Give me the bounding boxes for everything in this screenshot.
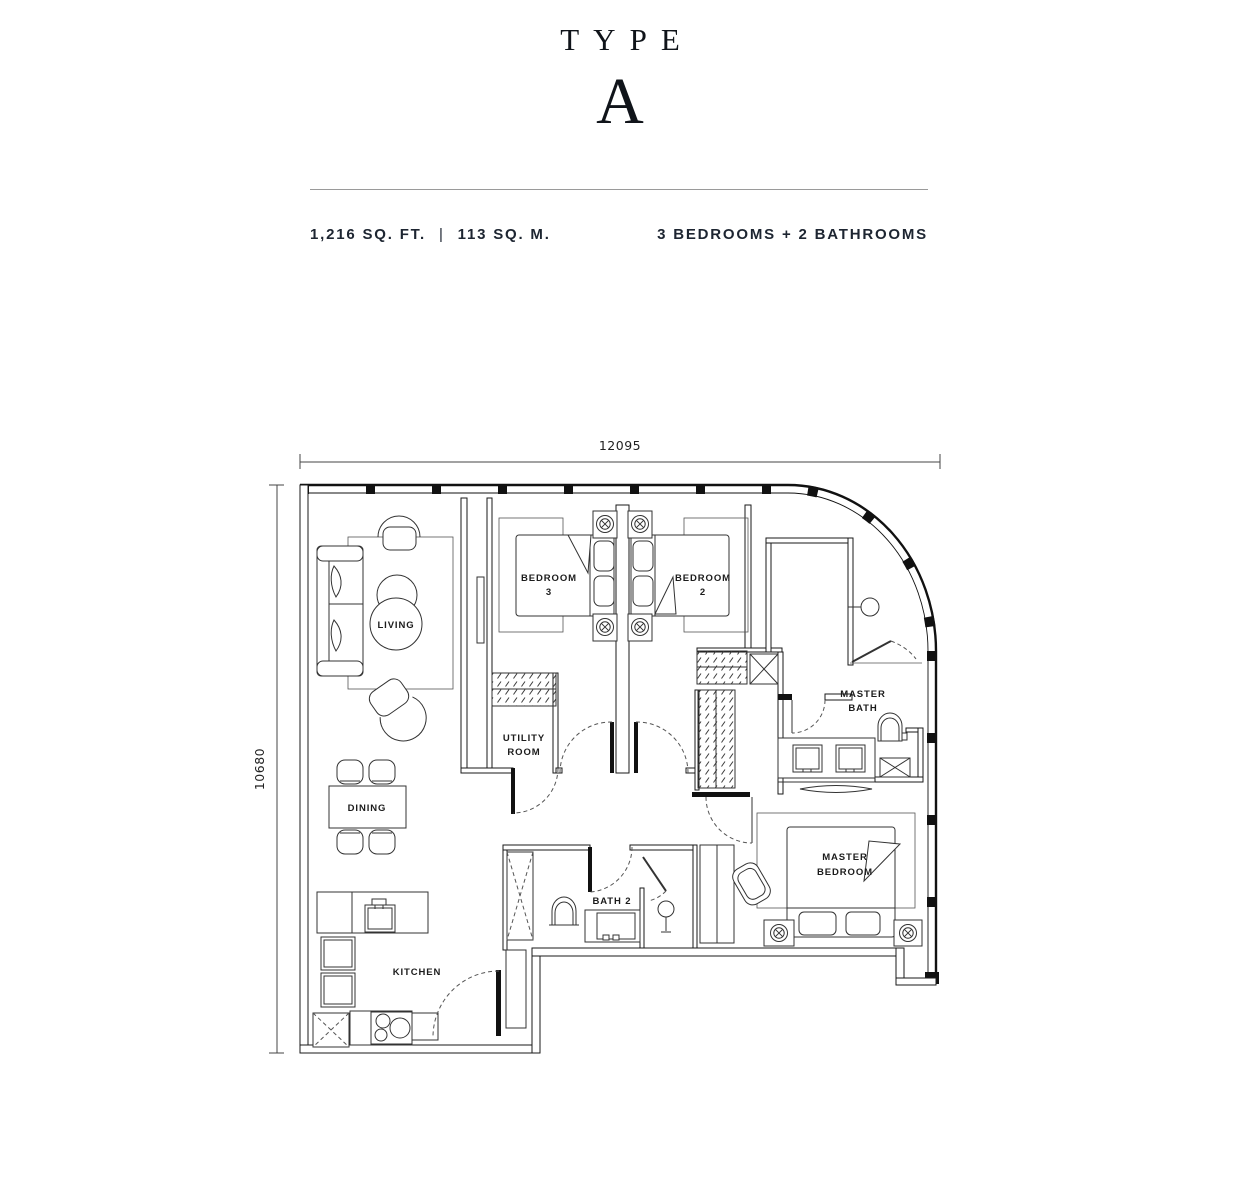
living-area [317, 516, 484, 750]
bedroom2-wardrobe [697, 651, 747, 684]
utility-door-leaf [511, 768, 515, 814]
utility-closet [492, 673, 556, 706]
unit-type-letter: A [596, 65, 644, 138]
master-bed [787, 827, 900, 937]
armchair-top [378, 516, 420, 550]
kitchen-appliance [321, 973, 355, 1007]
pantry-cabinet [506, 950, 526, 1028]
unit-configuration: 3 BEDROOMS + 2 BATHROOMS [657, 226, 928, 243]
dimension-left-value: 10680 [252, 747, 267, 791]
master-bath-label-line1: MASTER [840, 689, 886, 700]
utility-label-line2: ROOM [507, 747, 541, 758]
kitchen-appliance [321, 937, 355, 970]
bath2-door-leaf [588, 847, 592, 892]
dimension-top-value: 12095 [598, 438, 642, 453]
bedroom2-door-leaf [634, 722, 638, 773]
bath2-vanity [585, 910, 640, 942]
bedroom2-label-line1: BEDROOM [675, 573, 731, 584]
lamp-icon [771, 925, 788, 942]
master-bedroom-area [700, 813, 922, 946]
column-box [750, 654, 778, 684]
sofa [317, 546, 363, 676]
dining-chair [369, 830, 395, 854]
bath2-shower [643, 857, 674, 932]
bedroom2-label-line2: 2 [699, 587, 707, 598]
dining-chair [337, 830, 363, 854]
master-armchair [729, 860, 773, 909]
cooktop [371, 1012, 412, 1044]
service-shaft [507, 852, 533, 940]
armchair-bottom [362, 673, 435, 750]
vanity-mirror [800, 786, 872, 793]
bath2-label: BATH 2 [592, 896, 632, 907]
master-bedroom-label-line2: BEDROOM [817, 867, 873, 878]
bedroom3-label-line1: BEDROOM [521, 573, 577, 584]
dimension-left [252, 485, 284, 1053]
bedroom3-door-leaf [610, 722, 614, 773]
shower [848, 598, 916, 662]
lamp-icon [632, 516, 649, 533]
utility-area [492, 673, 556, 758]
master-bath-label-line2: BATH [848, 703, 878, 714]
utility-label-line1: UTILITY [502, 733, 546, 744]
master-bedroom-label-line1: MASTER [822, 852, 868, 863]
dining-chair [369, 760, 395, 784]
dining-label: DINING [347, 803, 387, 814]
kitchen-door-leaf [496, 970, 501, 1036]
dining-area [329, 760, 406, 854]
master-vanity [778, 738, 875, 793]
master-wardrobe [700, 845, 734, 943]
dimension-top [300, 438, 940, 469]
area-imperial: 1,216 SQ. FT. [310, 226, 426, 243]
shaft-box [313, 1013, 349, 1047]
unit-type-label: TYPE [560, 22, 694, 57]
master-bath-area [778, 598, 916, 793]
bedroom3-label-line2: 3 [545, 587, 553, 598]
lamp-icon [632, 619, 649, 636]
ledge-box [880, 758, 910, 777]
area-metric: 113 SQ. M. [457, 226, 551, 243]
kitchen-label: KITCHEN [392, 967, 442, 978]
area-separator: | [438, 226, 445, 243]
lamp-icon [900, 925, 917, 942]
bath2-toilet [549, 897, 579, 925]
tv-console [477, 577, 484, 643]
lamp-icon [597, 619, 614, 636]
lamp-icon [597, 516, 614, 533]
bedroom2-area [631, 518, 778, 684]
walkin-wardrobe [698, 690, 735, 788]
dining-chair [337, 760, 363, 784]
living-label: LIVING [377, 620, 415, 631]
master-toilet [878, 713, 907, 741]
bath2-area [549, 857, 674, 942]
